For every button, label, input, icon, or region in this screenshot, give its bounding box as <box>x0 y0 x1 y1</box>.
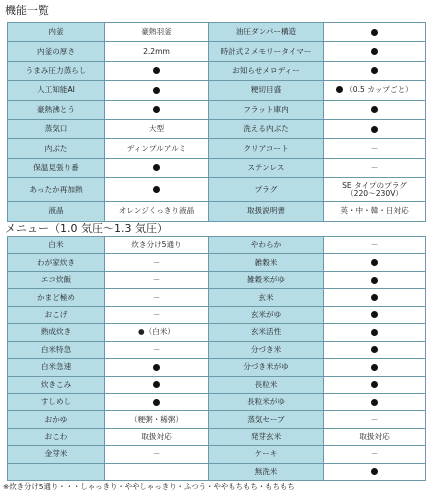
menu-value <box>324 428 426 445</box>
menu-value <box>324 446 426 463</box>
menu-label: 白米特急 <box>8 341 105 358</box>
cell-content <box>336 86 413 94</box>
table-row <box>8 341 426 358</box>
feature-label: 内ぶた <box>8 139 105 158</box>
table-row <box>8 271 426 288</box>
feature-value <box>324 119 426 138</box>
filled-dot-icon <box>153 67 160 74</box>
feature-value <box>105 178 209 202</box>
feature-value <box>324 178 426 202</box>
menu-label: 無洗米 <box>209 463 324 480</box>
menu-value <box>105 289 209 306</box>
cell-text: 英・中・韓・日対応 <box>340 206 409 216</box>
table-row <box>8 81 426 100</box>
menu-value <box>324 463 426 480</box>
feature-value <box>324 100 426 119</box>
menu-label: 長粒米 <box>209 376 324 393</box>
cell-text: SE タイプのプラグ <box>342 180 407 190</box>
table-row <box>8 324 426 341</box>
menu-value <box>324 376 426 393</box>
feature-label: お知らせメロディー <box>209 61 324 80</box>
cell-text: － <box>152 292 161 302</box>
filled-dot-icon <box>371 67 378 74</box>
menu-value <box>105 237 209 254</box>
cell-text: － <box>370 162 379 172</box>
table-row <box>8 393 426 410</box>
feature-label: 液晶 <box>8 202 105 221</box>
cell-text: － <box>370 414 379 424</box>
feature-label: 洗える内ぶた <box>209 119 324 138</box>
menu-label: 熟成炊き <box>8 324 105 341</box>
feature-label: 人工知能AI <box>8 81 105 100</box>
table-row <box>8 463 426 480</box>
table-row <box>8 289 426 306</box>
cell-note: （0.5 カップごと） <box>345 84 413 94</box>
feature-value <box>324 23 426 42</box>
filled-dot-icon <box>153 87 160 94</box>
feature-value <box>324 139 426 158</box>
feature-label: 粳切目盛 <box>209 81 324 100</box>
feature-label: 豪熱沸とう <box>8 100 105 119</box>
menu-label: 金芽米 <box>8 446 105 463</box>
filled-dot-icon <box>371 29 378 36</box>
menu-label: やわらか <box>209 237 324 254</box>
feature-label: プラグ <box>209 178 324 202</box>
cell-text: 取扱対応 <box>359 432 390 442</box>
cell-text: 取扱対応 <box>141 432 172 442</box>
filled-dot-icon <box>371 364 378 371</box>
filled-dot-icon <box>371 259 378 266</box>
table-row <box>8 202 426 221</box>
table-row <box>8 178 426 202</box>
table-row <box>8 411 426 428</box>
menu-value <box>324 237 426 254</box>
menu-table <box>7 236 426 481</box>
cell-text: （粳粥・稀粥） <box>129 414 184 424</box>
cell-text: 炊き分け5通り <box>131 240 182 250</box>
feature-label: クリアコート <box>209 139 324 158</box>
menu-label: すしめし <box>8 393 105 410</box>
menu-value <box>324 393 426 410</box>
feature-value <box>105 81 209 100</box>
table-row <box>8 376 426 393</box>
menu-label: エコ炊飯 <box>8 271 105 288</box>
menu-value <box>105 254 209 271</box>
menu-label: 分づき米 <box>209 341 324 358</box>
feature-value <box>105 42 209 61</box>
feature-value <box>324 202 426 221</box>
cell-text: 2.2mm <box>143 46 170 56</box>
menu-label: 玄米活性 <box>209 324 324 341</box>
feature-value <box>324 158 426 177</box>
cell-text: 豪熱羽釜 <box>141 27 172 37</box>
table-row <box>8 306 426 323</box>
filled-dot-icon <box>371 277 378 284</box>
filled-dot-icon <box>153 186 160 193</box>
filled-dot-icon <box>153 381 160 388</box>
cell-text: （220～230V） <box>346 188 403 198</box>
filled-dot-icon <box>371 381 378 388</box>
feature-value <box>105 202 209 221</box>
feature-value <box>105 100 209 119</box>
menu-label: 白米急速 <box>8 359 105 376</box>
feature-label: あったか再加熱 <box>8 178 105 202</box>
menu-label: 白米 <box>8 237 105 254</box>
menu-label: おかゆ <box>8 411 105 428</box>
menu-value <box>105 393 209 410</box>
menu-label <box>8 463 105 480</box>
menu-label: 炊きこみ <box>8 376 105 393</box>
menu-value <box>105 428 209 445</box>
menu-label: 雑穀米 <box>209 254 324 271</box>
table-row <box>8 446 426 463</box>
menu-value <box>105 306 209 323</box>
menu-label: おこわ <box>8 428 105 445</box>
menu-value <box>324 306 426 323</box>
menu-label: かまど極め <box>8 289 105 306</box>
filled-dot-icon <box>371 126 378 133</box>
menu-value <box>324 341 426 358</box>
feature-label: うまみ圧力蒸らし <box>8 61 105 80</box>
menu-value <box>324 254 426 271</box>
table-row <box>8 158 426 177</box>
filled-dot-icon <box>336 86 343 93</box>
table-row <box>8 428 426 445</box>
feature-value <box>324 61 426 80</box>
menu-value <box>324 359 426 376</box>
feature-label: 油圧ダンパー構造 <box>209 23 324 42</box>
menu-value <box>105 411 209 428</box>
cell-text: － <box>370 449 379 459</box>
cell-text: － <box>152 449 161 459</box>
feature-value <box>324 81 426 100</box>
feature-value <box>105 139 209 158</box>
table-row <box>8 23 426 42</box>
menu-value <box>105 446 209 463</box>
cell-text: － <box>152 344 161 354</box>
table-row <box>8 139 426 158</box>
filled-dot-icon <box>371 106 378 113</box>
feature-label: 内釜 <box>8 23 105 42</box>
cell-text: 大型 <box>148 124 165 134</box>
feature-value <box>105 119 209 138</box>
menu-label: 分づき米がゆ <box>209 359 324 376</box>
filled-dot-icon <box>371 311 378 318</box>
menu-label: 発芽玄米 <box>209 428 324 445</box>
cell-text: － <box>152 309 161 319</box>
menu-label: おこげ <box>8 306 105 323</box>
table-row <box>8 100 426 119</box>
menu-value <box>105 376 209 393</box>
cell-text: オレンジくっきり液晶 <box>118 206 195 216</box>
filled-dot-icon <box>153 164 160 171</box>
features-heading: 機能一覧 <box>5 4 49 17</box>
cell-text: － <box>370 240 379 250</box>
feature-value <box>324 42 426 61</box>
menu-label: 蒸気セーブ <box>209 411 324 428</box>
cell-text: － <box>152 257 161 267</box>
feature-label: 取扱説明書 <box>209 202 324 221</box>
menu-value <box>105 341 209 358</box>
filled-dot-icon <box>371 468 378 475</box>
menu-label: 雑穀米がゆ <box>209 271 324 288</box>
cell-text: ディンプルアルミ <box>126 143 187 153</box>
menu-value <box>324 411 426 428</box>
menu-label: 玄米 <box>209 289 324 306</box>
features-table <box>7 22 426 222</box>
menu-value <box>105 359 209 376</box>
filled-dot-icon <box>371 399 378 406</box>
cell-text: ●（白米） <box>137 327 175 337</box>
feature-label: 保温見張り番 <box>8 158 105 177</box>
feature-label: 蒸気口 <box>8 119 105 138</box>
filled-dot-icon <box>371 329 378 336</box>
table-row <box>8 254 426 271</box>
cell-text: － <box>152 275 161 285</box>
table-row <box>8 61 426 80</box>
filled-dot-icon <box>153 364 160 371</box>
menu-value <box>105 271 209 288</box>
table-row <box>8 359 426 376</box>
menu-label: 長粒米がゆ <box>209 393 324 410</box>
table-row <box>8 237 426 254</box>
menu-value <box>324 324 426 341</box>
filled-dot-icon <box>153 106 160 113</box>
filled-dot-icon <box>371 294 378 301</box>
table-row <box>8 42 426 61</box>
feature-value <box>105 61 209 80</box>
feature-label: 内釜の厚さ <box>8 42 105 61</box>
menu-value <box>324 271 426 288</box>
feature-label: フラット庫内 <box>209 100 324 119</box>
footnote: ※炊き分け5通り・・・しゃっきり・ややしゃっきり・ふつう・ややもちもち・もちもち <box>3 482 295 491</box>
menu-label: ケーキ <box>209 446 324 463</box>
menu-value <box>105 324 209 341</box>
feature-label: 時計式２メモリータイマー <box>209 42 324 61</box>
filled-dot-icon <box>371 48 378 55</box>
menu-value <box>105 463 209 480</box>
table-row <box>8 119 426 138</box>
cell-text: － <box>370 143 379 153</box>
feature-value <box>105 23 209 42</box>
menu-heading: メニュー（1.0 気圧～1.3 気圧） <box>5 222 168 235</box>
filled-dot-icon <box>153 399 160 406</box>
feature-label: ステンレス <box>209 158 324 177</box>
feature-value <box>105 158 209 177</box>
menu-label: わが家炊き <box>8 254 105 271</box>
menu-label: 玄米がゆ <box>209 306 324 323</box>
menu-value <box>324 289 426 306</box>
filled-dot-icon <box>371 346 378 353</box>
